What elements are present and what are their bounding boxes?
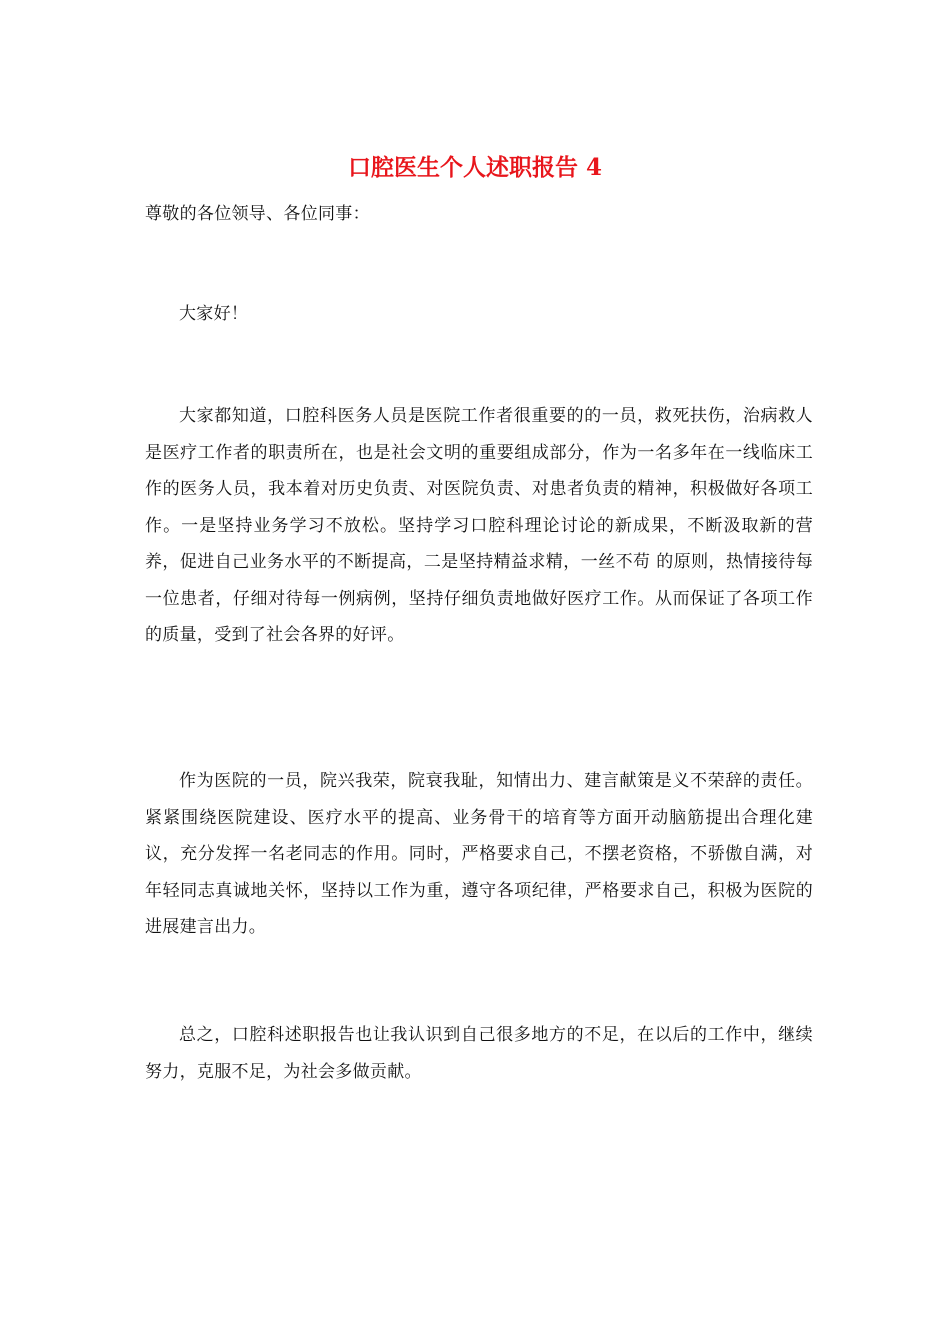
- paragraph-2: 作为医院的一员，院兴我荣，院衰我耻，知情出力、建言献策是义不荣辞的责任。紧紧围绕医院建设、医疗水平的提高、业务骨干的培育等方面开动脑筋提出合理化建议，充分发挥一名老同志的作用。同时，严格要求自己，不摆老资格，不骄傲自满，对年轻同志真诚地关怀，坚持以工作为重，遵守各项纪律，严格要求自己，积极为医院的进展建言出力。: [145, 771, 813, 937]
- document-title: 口腔医生个人述职报告 4: [347, 154, 602, 181]
- paragraph-1: 大家都知道，口腔科医务人员是医院工作者很重要的的一员，救死扶伤，治病救人是医疗工作者的职责所在，也是社会文明的重要组成部分，作为一名多年在一线临床工作的医务人员，我本着对历史负责、对医院负责、对患者负责的精神，积极做好各项工作。一是坚持业务学习不放松。坚持学习口腔科理论讨论的新成果，不断汲取新的营养，促进自己业务水平的不断提高，二是坚持精益求精，一丝不苟 的原则，热情接待每一位患者，仔细对待每一例病例，坚持仔细负责地做好医疗工作。从而保证了各项工作的质量，受到了社会各界的好评。: [145, 406, 813, 645]
- greeting: 大家好！: [179, 304, 249, 324]
- salutation: 尊敬的各位领导、各位同事：: [145, 204, 370, 224]
- paragraph-3: 总之，口腔科述职报告也让我认识到自己很多地方的不足，在以后的工作中，继续努力，克服不足，为社会多做贡献。: [145, 1025, 813, 1082]
